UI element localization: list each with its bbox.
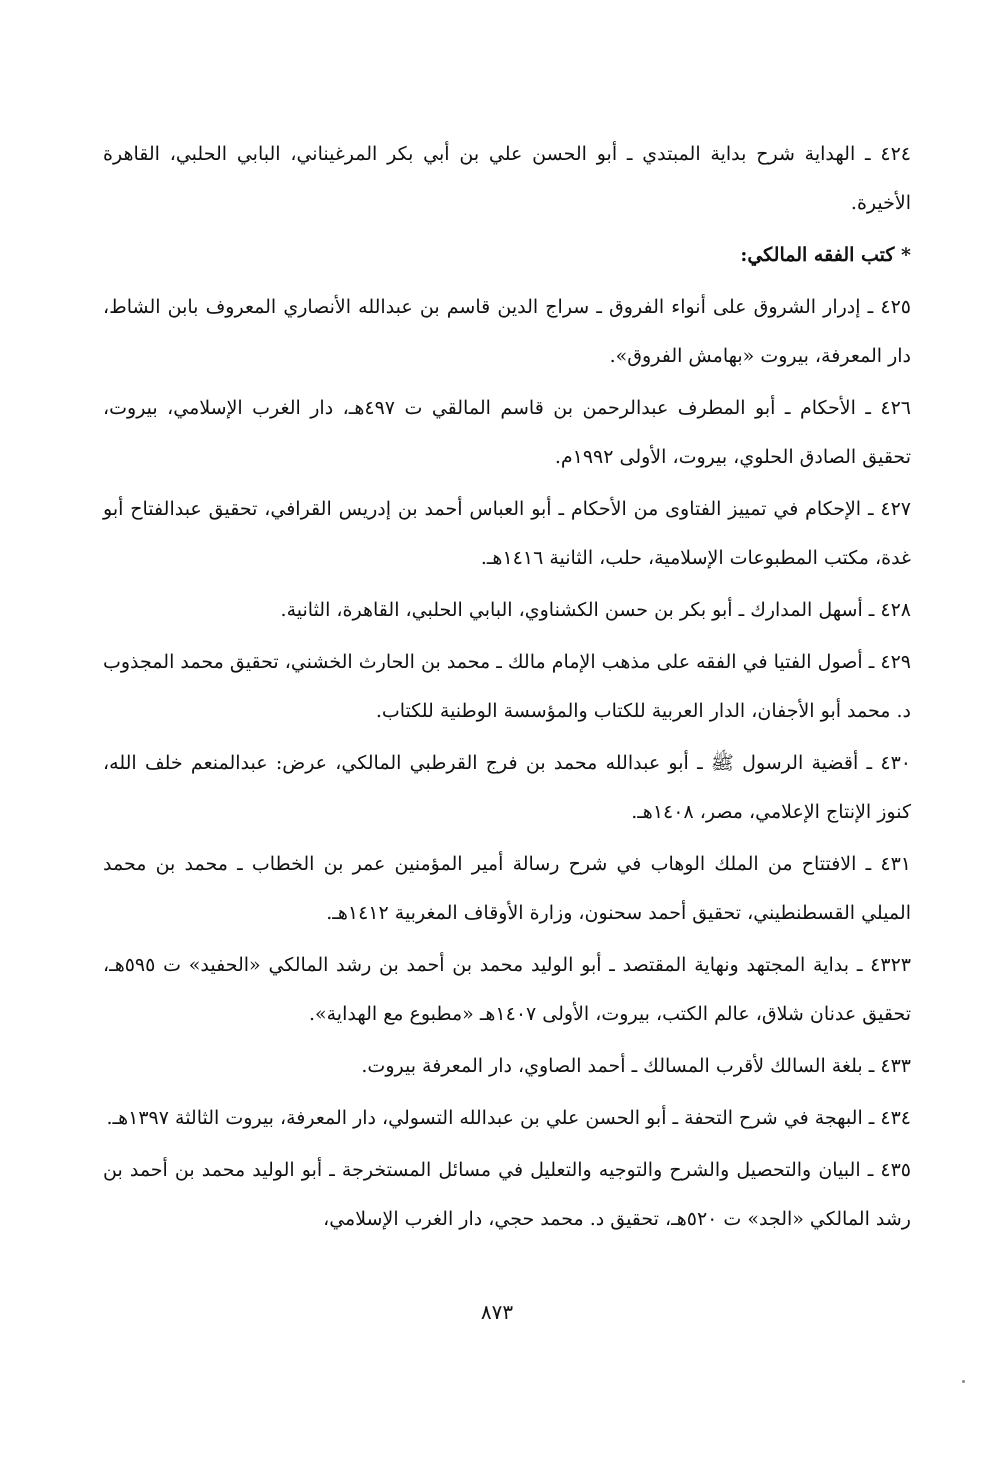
entry-431: ٤٣١ ـ الافتتاح من الملك الوهاب في شرح رسالة أمير المؤمنين عمر بن الخطاب ـ محمد بن محمد الميلي القسطنطيني، تحقيق أحمد سحنون، وزارة الأوقاف المغربية ١٤١٢هـ. bbox=[103, 853, 911, 924]
entry-433: ٤٣٣ ـ بلغة السالك لأقرب المسالك ـ أحمد الصاوي، دار المعرفة بيروت. bbox=[361, 1055, 911, 1077]
entry-435: ٤٣٥ ـ البيان والتحصيل والشرح والتوجيه والتعليل في مسائل المستخرجة ـ أبو الوليد محمد بن أحمد بن رشد المالكي «الجد» ت ٥٢٠هـ، تحقيق د. محمد حجي، دار الغرب الإسلامي، bbox=[103, 1159, 911, 1230]
bibliography-text bbox=[103, 130, 911, 1247]
section-heading-maliki-fiqh: * كتب الفقه المالكي: bbox=[740, 244, 911, 266]
entry-429: ٤٢٩ ـ أصول الفتيا في الفقه على مذهب الإمام مالك ـ محمد بن الحارث الخشني، تحقيق محمد المجذوب د. محمد أبو الأجفان، الدار العربية للكتاب والمؤسسة الوطنية للكتاب. bbox=[103, 651, 911, 722]
entry-426: ٤٢٦ ـ الأحكام ـ أبو المطرف عبدالرحمن بن قاسم المالقي ت ٤٩٧هـ، دار الغرب الإسلامي، بيروت، تحقيق الصادق الحلوي، بيروت، الأولى ١٩٩٢م. bbox=[103, 397, 911, 468]
entry-434: ٤٣٤ ـ البهجة في شرح التحفة ـ أبو الحسن علي بن عبدالله التسولي، دار المعرفة، بيروت الثالثة ١٣٩٧هـ. bbox=[106, 1107, 911, 1129]
entry-432: ٤٣٢٣ ـ بداية المجتهد ونهاية المقتصد ـ أبو الوليد محمد بن أحمد بن رشد المالكي «الحفيد» ت ٥٩٥هـ، تحقيق عدنان شلاق، عالم الكتب، بيروت، الأولى ١٤٠٧هـ «مطبوع مع الهداية». bbox=[103, 954, 911, 1025]
entry-424: ٤٢٤ ـ الهداية شرح بداية المبتدي ـ أبو الحسن علي بن أبي بكر المرغيناني، البابي الحلبي، القاهرة الأخيرة. bbox=[103, 143, 911, 214]
page-number: ٨٧٣ bbox=[480, 1300, 514, 1324]
entry-428: ٤٢٨ ـ أسهل المدارك ـ أبو بكر بن حسن الكشناوي، البابي الحلبي، القاهرة، الثانية. bbox=[280, 599, 911, 621]
scan-speck bbox=[962, 1380, 965, 1383]
entry-425: ٤٢٥ ـ إدرار الشروق على أنواء الفروق ـ سراج الدين قاسم بن عبدالله الأنصاري المعروف بابن الشاط، دار المعرفة، بيروت «بهامش الفروق». bbox=[103, 296, 911, 367]
entry-430: ٤٣٠ ـ أقضية الرسول ﷺ ـ أبو عبدالله محمد بن فرج القرطبي المالكي، عرض: عبدالمنعم خلف الله، كنوز الإنتاج الإعلامي، مصر، ١٤٠٨هـ. bbox=[103, 752, 911, 823]
entry-427: ٤٢٧ ـ الإحكام في تمييز الفتاوى من الأحكام ـ أبو العباس أحمد بن إدريس القرافي، تحقيق عبدالفتاح أبو غدة، مكتب المطبوعات الإسلامية، حلب، الثانية ١٤١٦هـ. bbox=[103, 498, 911, 569]
